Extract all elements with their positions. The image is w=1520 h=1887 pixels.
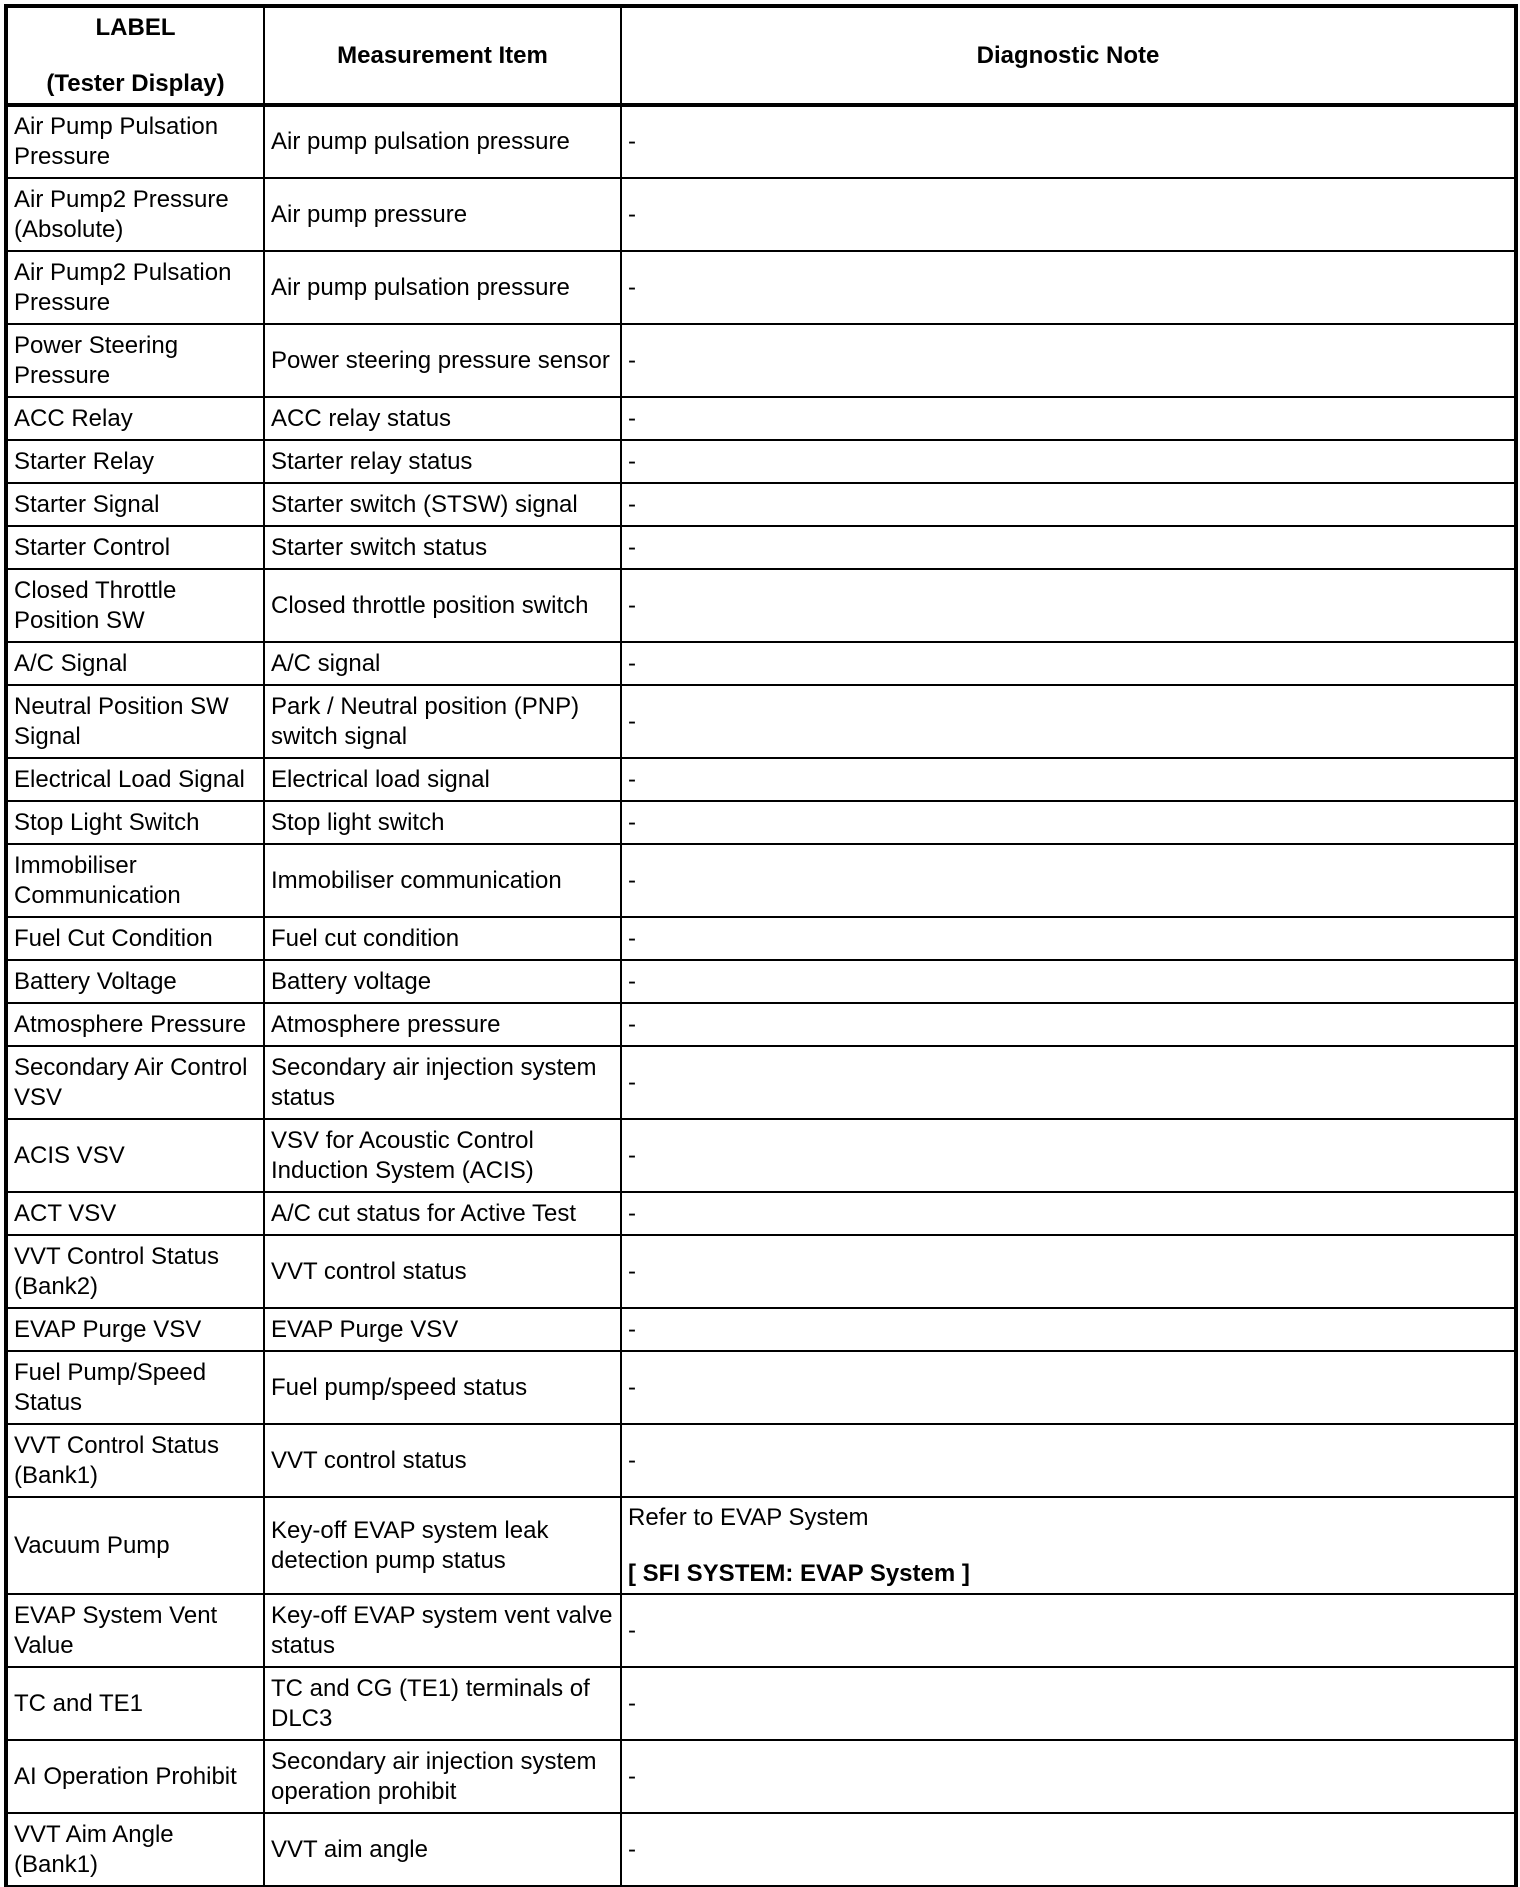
cell-measurement-item: Air pump pulsation pressure	[264, 251, 621, 324]
cell-label: Air Pump2 Pressure (Absolute)	[7, 178, 264, 251]
header-note: Diagnostic Note	[621, 7, 1515, 105]
cell-diagnostic-note	[621, 1497, 1515, 1594]
cell-measurement-item: Key-off EVAP system vent valve status	[264, 1594, 621, 1667]
cell-label: Starter Signal	[7, 483, 264, 526]
cell-measurement-item: Secondary air injection system operation prohibit	[264, 1740, 621, 1813]
cell-diagnostic-note: -	[621, 1667, 1515, 1740]
cell-label: ACIS VSV	[7, 1119, 264, 1192]
cell-label: Electrical Load Signal	[7, 758, 264, 801]
cell-diagnostic-note: -	[621, 917, 1515, 960]
cell-diagnostic-note: -	[621, 397, 1515, 440]
cell-label: Immobiliser Communication	[7, 844, 264, 917]
table-row	[7, 397, 1515, 440]
cell-label: EVAP System Vent Value	[7, 1594, 264, 1667]
cell-measurement-item: Atmosphere pressure	[264, 1003, 621, 1046]
table-row	[7, 324, 1515, 397]
table-row	[7, 1594, 1515, 1667]
cell-diagnostic-note: -	[621, 440, 1515, 483]
table-row	[7, 1046, 1515, 1119]
cell-diagnostic-note: -	[621, 844, 1515, 917]
table-row	[7, 844, 1515, 917]
cell-measurement-item: Fuel cut condition	[264, 917, 621, 960]
cell-label: Neutral Position SW Signal	[7, 685, 264, 758]
cell-label: Atmosphere Pressure	[7, 1003, 264, 1046]
cell-measurement-item: VVT control status	[264, 1424, 621, 1497]
cell-measurement-item: Closed throttle position switch	[264, 569, 621, 642]
cell-measurement-item: Immobiliser communication	[264, 844, 621, 917]
header-label-line1: LABEL	[95, 13, 176, 41]
cell-measurement-item: Key-off EVAP system leak detection pump status	[264, 1497, 621, 1594]
cell-label: A/C Signal	[7, 642, 264, 685]
cell-diagnostic-note: -	[621, 1308, 1515, 1351]
cell-measurement-item: Power steering pressure sensor	[264, 324, 621, 397]
cell-diagnostic-note: -	[621, 1119, 1515, 1192]
header-row	[7, 7, 1515, 105]
cell-measurement-item: Air pump pressure	[264, 178, 621, 251]
cell-label: VVT Aim Angle (Bank1)	[7, 1813, 264, 1886]
cell-label: Stop Light Switch	[7, 801, 264, 844]
cell-diagnostic-note: -	[621, 960, 1515, 1003]
cell-measurement-item: VVT control status	[264, 1235, 621, 1308]
cell-measurement-item: Fuel pump/speed status	[264, 1351, 621, 1424]
cell-measurement-item: Battery voltage	[264, 960, 621, 1003]
cell-diagnostic-note: -	[621, 1351, 1515, 1424]
cell-measurement-item: Stop light switch	[264, 801, 621, 844]
table-body	[7, 105, 1515, 1886]
cell-measurement-item: Secondary air injection system status	[264, 1046, 621, 1119]
cell-label: AI Operation Prohibit	[7, 1740, 264, 1813]
cell-label: EVAP Purge VSV	[7, 1308, 264, 1351]
cell-diagnostic-note: -	[621, 1813, 1515, 1886]
table-row	[7, 1497, 1515, 1594]
cell-label: Closed Throttle Position SW	[7, 569, 264, 642]
cell-diagnostic-note: -	[621, 1046, 1515, 1119]
cell-diagnostic-note: -	[621, 1192, 1515, 1235]
cell-diagnostic-note: -	[621, 1003, 1515, 1046]
cell-diagnostic-note: -	[621, 251, 1515, 324]
table-row	[7, 251, 1515, 324]
table-row	[7, 1424, 1515, 1497]
table-row	[7, 1192, 1515, 1235]
table-row	[7, 1351, 1515, 1424]
cell-measurement-item: A/C cut status for Active Test	[264, 1192, 621, 1235]
cell-label: Power Steering Pressure	[7, 324, 264, 397]
cell-diagnostic-note: -	[621, 1424, 1515, 1497]
table-row	[7, 1003, 1515, 1046]
table-row	[7, 1667, 1515, 1740]
cell-label: TC and TE1	[7, 1667, 264, 1740]
table-row	[7, 569, 1515, 642]
cell-diagnostic-note: -	[621, 1594, 1515, 1667]
table-row	[7, 1119, 1515, 1192]
cell-label: Starter Relay	[7, 440, 264, 483]
header-label	[7, 7, 264, 105]
cell-measurement-item: Starter relay status	[264, 440, 621, 483]
table-row	[7, 1235, 1515, 1308]
cell-diagnostic-note: -	[621, 1740, 1515, 1813]
cell-label: Battery Voltage	[7, 960, 264, 1003]
cell-label: Starter Control	[7, 526, 264, 569]
cell-label: VVT Control Status (Bank1)	[7, 1424, 264, 1497]
header-measurement: Measurement Item	[264, 7, 621, 105]
header-label-line2: (Tester Display)	[46, 69, 225, 97]
cell-diagnostic-note: -	[621, 178, 1515, 251]
cell-diagnostic-note: -	[621, 685, 1515, 758]
table-row	[7, 1740, 1515, 1813]
table-row	[7, 758, 1515, 801]
table-row	[7, 642, 1515, 685]
cell-label: ACT VSV	[7, 1192, 264, 1235]
cell-diagnostic-note: -	[621, 526, 1515, 569]
diagnostic-data-table	[6, 6, 1516, 1887]
table-row	[7, 440, 1515, 483]
cell-diagnostic-note: -	[621, 642, 1515, 685]
table-row	[7, 1308, 1515, 1351]
table-row	[7, 960, 1515, 1003]
cell-diagnostic-note: -	[621, 569, 1515, 642]
cell-measurement-item: TC and CG (TE1) terminals of DLC3	[264, 1667, 621, 1740]
table-row	[7, 917, 1515, 960]
cell-label: Secondary Air Control VSV	[7, 1046, 264, 1119]
cell-measurement-item: Park / Neutral position (PNP) switch signal	[264, 685, 621, 758]
note-reference-link[interactable]: [ SFI SYSTEM: EVAP System ]	[628, 1559, 970, 1587]
cell-label: VVT Control Status (Bank2)	[7, 1235, 264, 1308]
cell-diagnostic-note: -	[621, 483, 1515, 526]
cell-diagnostic-note: -	[621, 801, 1515, 844]
cell-measurement-item: VVT aim angle	[264, 1813, 621, 1886]
cell-measurement-item: Starter switch (STSW) signal	[264, 483, 621, 526]
cell-diagnostic-note: -	[621, 105, 1515, 178]
cell-diagnostic-note: -	[621, 758, 1515, 801]
cell-measurement-item: EVAP Purge VSV	[264, 1308, 621, 1351]
cell-label: ACC Relay	[7, 397, 264, 440]
table-row	[7, 801, 1515, 844]
cell-label: Air Pump2 Pulsation Pressure	[7, 251, 264, 324]
cell-label: Air Pump Pulsation Pressure	[7, 105, 264, 178]
cell-measurement-item: Air pump pulsation pressure	[264, 105, 621, 178]
cell-diagnostic-note: -	[621, 324, 1515, 397]
table-row	[7, 105, 1515, 178]
cell-measurement-item: ACC relay status	[264, 397, 621, 440]
table-row	[7, 1813, 1515, 1886]
cell-label: Fuel Cut Condition	[7, 917, 264, 960]
cell-measurement-item: Starter switch status	[264, 526, 621, 569]
cell-measurement-item: Electrical load signal	[264, 758, 621, 801]
cell-label: Vacuum Pump	[7, 1497, 264, 1594]
cell-measurement-item: VSV for Acoustic Control Induction System (ACIS)	[264, 1119, 621, 1192]
table-row	[7, 483, 1515, 526]
cell-label: Fuel Pump/Speed Status	[7, 1351, 264, 1424]
cell-measurement-item: A/C signal	[264, 642, 621, 685]
cell-diagnostic-note: -	[621, 1235, 1515, 1308]
note-text: Refer to EVAP System	[628, 1503, 869, 1531]
table-row	[7, 178, 1515, 251]
table-row	[7, 685, 1515, 758]
table-row	[7, 526, 1515, 569]
